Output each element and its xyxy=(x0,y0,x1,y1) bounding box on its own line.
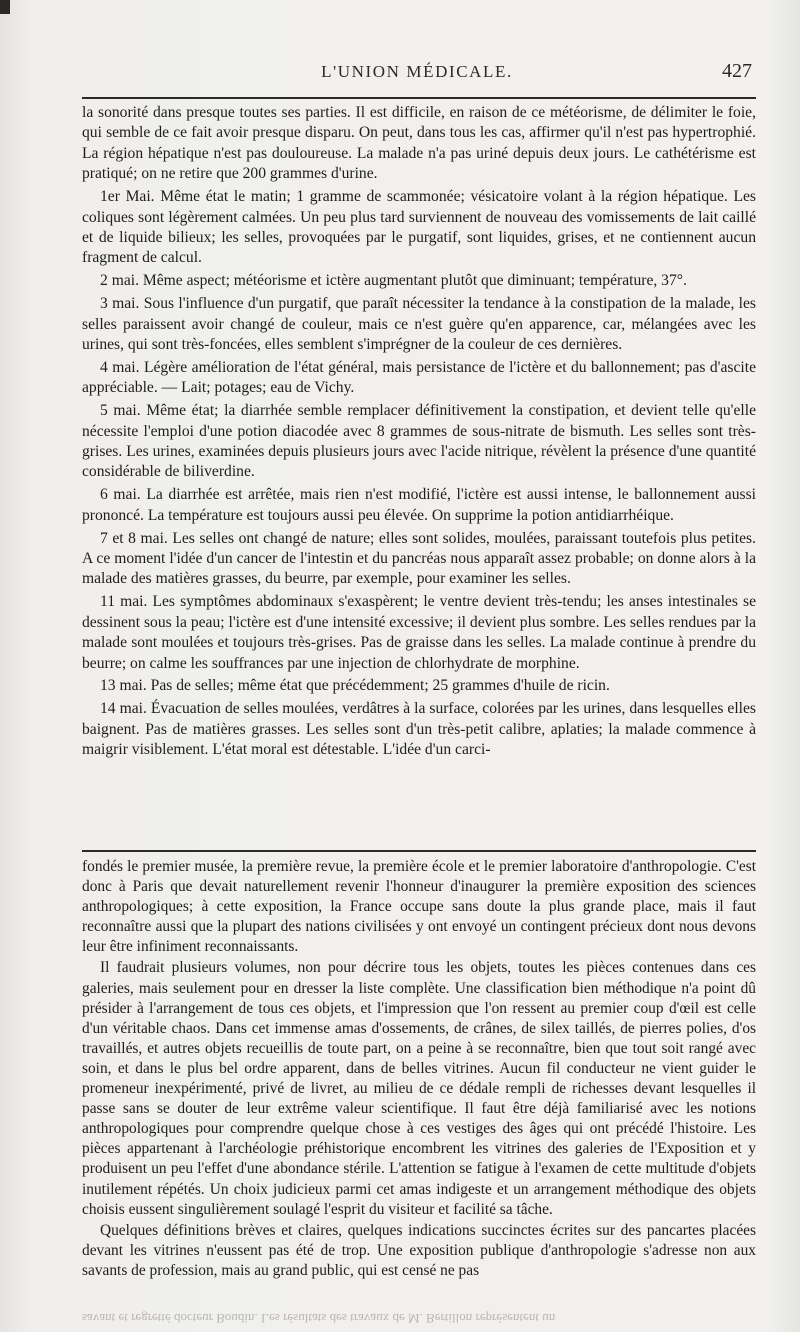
article-paragraph: 11 mai. Les symptômes abdominaux s'exaspèrent; le ventre devient très-tendu; les anses intestinales se dessinent sous la peau; l'ictère est d'une intensité excessive; il devient plus sombre. Les selles rendues par la malade sont moulées et toujours très-grises. Pas de graisse dans les selles. La malade continue à prendre du beurre; on calme les souffrances par une injection de chlorhydrate de morphine. xyxy=(82,593,756,672)
article-paragraph: 5 mai. Même état; la diarrhée semble remplacer définitivement la constipation, et devient telle qu'elle nécessite l'emploi d'une potion diacodée avec 8 grammes de sous-nitrate de bismuth. Les selles sont très-grises. Les urines, examinées depuis plusieurs jours avec l'acide nitrique, révèlent la présence d'une quantité considérable de biliverdine. xyxy=(82,402,756,481)
page-header xyxy=(82,52,752,92)
article-paragraph: 2 mai. Même aspect; météorisme et ictère augmentant plutôt que diminuant; température, 37°. xyxy=(100,272,687,290)
feuilleton-paragraph: Il faudrait plusieurs volumes, non pour décrire tous les objets, toutes les pièces contenues dans ces galeries, mais seulement pour en dresser la liste complète. Une classification bien méthodique n'a point dû présider à l'arrangement de tous ces objets, et l'impression que l'on ressent au premier coup d'œil est celle d'un véritable chaos. Dans cet immense amas d'ossements, de crânes, de silex taillés, de pierres polies, d'os travaillés, et autres objets recueillis de toute part, on a peine à se reconnaître, bien que tout soit rangé avec soin, et dans le plus bel ordre apparent, dans de belles vitrines. Aucun fil conducteur ne vient guider le promeneur inexpérimenté, privé de livret, au milieu de ce dédale rempli de richesses devant lesquelles il passe sans se douter de leur extrême valeur scientifique. Il faut être déjà familiarisé avec les notions anthropologiques pour comprendre quelque chose à ces vestiges des âges qui ont précédé l'histoire. Les pièces appartenant à l'archéologie préhistorique encombrent les vitrines des galeries de l'Exposition et y produisent un peu l'effet d'une abondance stérile. L'attention se fatigue à l'examen de cette multitude d'objets inutilement répétés. Un choix judicieux parmi cet amas indigeste et un arrangement méthodique des objets choisis eussent singulièrement soulagé l'esprit du visiteur et facilité sa tâche. xyxy=(82,959,756,1218)
main-article xyxy=(82,103,756,763)
feuilleton-paragraph: Quelques définitions brèves et claires, quelques indications succinctes écrites sur des pancartes placées devant les vitrines n'eussent pas été de trop. Une exposition publique d'anthropologie s'adresse non aux savants de profession, mais au grand public, qui est censé ne pas xyxy=(82,1221,756,1279)
feuilleton-rule xyxy=(82,850,756,852)
running-title: L'UNION MÉDICALE. xyxy=(321,62,513,81)
header-rule xyxy=(82,97,756,99)
article-paragraph: 7 et 8 mai. Les selles ont changé de nature; elles sont solides, moulées, paraissant toutefois plus petites. A ce moment l'idée d'un cancer de l'intestin et du pancréas nous apparaît assez probable; on donne alors à la malade des matières grasses, du beurre, par exemple, pour examiner les selles. xyxy=(82,529,756,588)
article-paragraph: 1er Mai. Même état le matin; 1 gramme de scammonée; vésicatoire volant à la région hépatique. Les coliques sont légèrement calmées. Un peu plus tard surviennent de nouveau des vomissements de lait caillé et de liquide bilieux; les selles, provoquées par le purgatif, sont liquides, grises, et ne contiennent aucun fragment de calcul. xyxy=(82,188,756,267)
article-paragraph: 3 mai. Sous l'influence d'un purgatif, que paraît nécessiter la tendance à la constipation de la malade, les selles paraissent avoir changé de couleur, mais ce n'est guère qu'en apparence, car, mélangées avec les urines, qui sont très-foncées, elles semblent s'imprégner de la couleur de ces dernières. xyxy=(82,295,756,353)
feuilleton-section xyxy=(82,857,756,1282)
bleed-through-text: savant et regretté docteur Boudin. Les résultats des travaux de M. Bertillon représentent un xyxy=(82,1311,556,1326)
article-paragraph: la sonorité dans presque toutes ses parties. Il est difficile, en raison de ce météorisme, de délimiter le foie, qui semble de ce fait avoir presque disparu. On peut, dans tous les cas, affirmer qu'il n'est pas hypertrophié. La région hépatique n'est pas douloureuse. La malade n'a pas uriné depuis deux jours. Le cathétérisme est pratiqué; on ne retire que 200 grammes d'urine. xyxy=(82,104,756,183)
article-paragraph: 6 mai. La diarrhée est arrêtée, mais rien n'est modifié, l'ictère est aussi intense, le ballonnement aussi prononcé. La température est toujours aussi peu élevée. On supprime la potion antidiarrhéique. xyxy=(82,486,756,524)
page-number: 427 xyxy=(722,60,752,82)
article-paragraph: 14 mai. Évacuation de selles moulées, verdâtres à la surface, colorées par les urines, dans lesquelles elles baignent. Pas de matières grasses. Les selles sont d'un très-petit calibre, aplaties; la malade commence à maigrir visiblement. L'état moral est détestable. L'idée d'un carci- xyxy=(82,700,756,759)
article-paragraph: 13 mai. Pas de selles; même état que précédemment; 25 grammes d'huile de ricin. xyxy=(100,677,610,695)
page-edge-mark xyxy=(0,0,10,14)
article-paragraph: 4 mai. Légère amélioration de l'état général, mais persistance de l'ictère et du ballonnement; pas d'ascite appréciable. — Lait; potages; eau de Vichy. xyxy=(82,358,756,397)
feuilleton-paragraph: fondés le premier musée, la première revue, la première école et le premier laboratoire d'anthropologie. C'est donc à Paris que devait naturellement revenir l'honneur d'inaugurer la première exposition des sciences anthropologiques; à cette exposition, la France occupe sans doute la plus grande place, mais il faut reconnaître aussi que la plupart des nations civilisées y ont envoyé un contingent précieux dont nous devons leur être infiniment reconnaissants. xyxy=(82,858,756,956)
